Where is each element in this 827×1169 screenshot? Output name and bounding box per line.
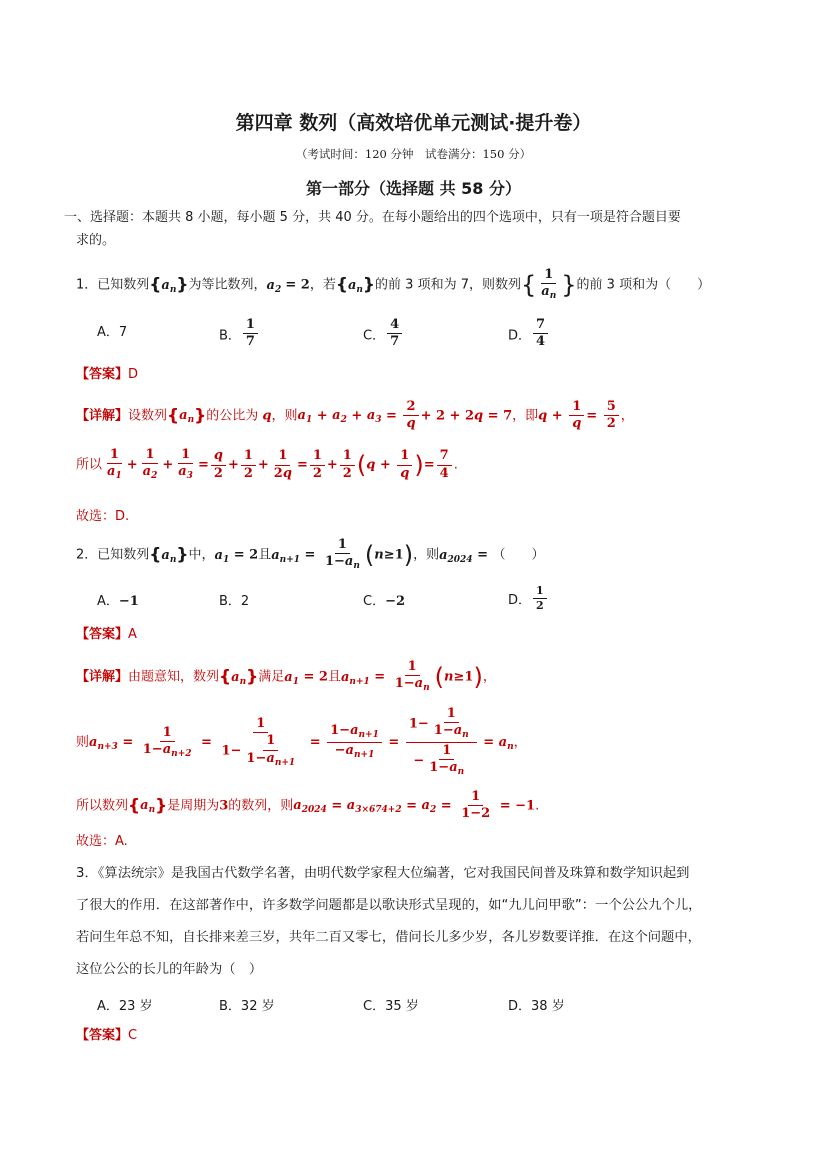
q1-answer: 【答案】D xyxy=(76,367,139,382)
q2-option-c[interactable]: C．−2 xyxy=(363,594,406,609)
q2-conclusion: 故选：A. xyxy=(76,834,128,849)
q3-option-d[interactable]: D．38 岁 xyxy=(508,999,565,1014)
page-title: 第四章 数列（高效培优单元测试·提升卷） xyxy=(235,112,592,134)
q2-option-d[interactable]: D． $\frac{1}{2}$ xyxy=(508,585,549,612)
q3-option-a[interactable]: A．23 岁 xyxy=(97,999,153,1014)
q2-option-b[interactable]: B．2 xyxy=(219,594,250,609)
q2-number: 2．已知数列 xyxy=(76,547,150,563)
q2-detail-line2: 则$a_{n+3}$ = $\frac{1}{1-a_{n+2}}$ = 1 1− $\frac{1}{1-a_{n+1}}$ = $\frac{1-a_{n+1}}{-a_{n+1}}$ = 1− $\frac{1}{1-a_n}$ − $\frac{1}{1-a_n}$ = $a_n$， xyxy=(76,706,527,778)
q1-option-b[interactable]: B． $\frac{1}{7}$ xyxy=(219,318,260,350)
q3-line1: 3．《算法统宗》是我国古代数学名著，由明代数学家程大位编著，它对我国民间普及珠算和数学知识起到 xyxy=(76,866,690,881)
q3-line4: 这位公公的长儿的年龄为（ ） xyxy=(76,962,263,977)
exam-info: （考试时间：120 分钟 试卷满分：150 分） xyxy=(295,147,532,161)
q3-line2: 了很大的作用．在这部著作中，许多数学问题都是以歌诀形式呈现的，如“九儿问甲歌”：一个公公九个儿， xyxy=(76,898,702,913)
q2-option-a[interactable]: A．−1 xyxy=(97,594,139,609)
q2-stem: 2．已知数列$\{a_n\}$中，$a_1 = 2$且$a_{n+1}$ = $\frac{1}{1-a_n}$ (n≥1)，则$a_{2024}$ = （ ） xyxy=(76,537,545,572)
q1-conclusion: 故选：D. xyxy=(76,509,130,524)
q1-detail-line1: 【详解】设数列$\{a_n\}$的公比为 q，则$a_1 + a_2 + a_3$ = $\frac{2}{q}$ + 2 + 2q = 7，即q + $\frac{1}{q}$ = $\frac{5}{2}$ ， xyxy=(76,399,634,432)
q1-stem: 1．已知数列$\{a_n\}$为等比数列，$a_2 = 2$，若$\{a_n\}$的前 3 项和为 7，则数列{ $\frac{1}{a_n}$ }的前 3 项和为（ ） xyxy=(76,267,711,302)
q2-answer: 【答案】A xyxy=(76,627,137,642)
q1-number: 1．已知数列 xyxy=(76,277,150,293)
q1-detail-line2: 所以 $\frac{1}{a_1}$ + $\frac{1}{a_2}$ + $\frac{1}{a_3}$ = $\frac{q}{2}$ + $\frac{1}{2}$ + $\frac{1}{2q}$ = $\frac{1}{2}$ + $\frac{1}{2}$ (q + $\frac{1}{q}$ )= $\frac{7}{4}$ . xyxy=(76,447,458,482)
section-intro-line2: 求的。 xyxy=(76,233,116,248)
q1-option-a[interactable]: A．7 xyxy=(97,325,128,340)
q3-line3: 若问生年总不知，自长排来差三岁，共年二百又零七，借问长儿多少岁，各儿岁数要详推．在这个问题中， xyxy=(76,930,701,945)
q3-option-b[interactable]: B．32 岁 xyxy=(219,999,275,1014)
q2-detail-line1: 【详解】由题意知，数列$\{a_n\}$满足$a_1 = 2$且$a_{n+1}$ = $\frac{1}{1-a_n}$ (n≥1)， xyxy=(76,659,496,694)
q3-option-c[interactable]: C．35 岁 xyxy=(363,999,419,1014)
q1-option-d[interactable]: D． $\frac{7}{4}$ xyxy=(508,318,550,350)
q2-detail-line3: 所以数列$\{a_n\}$是周期为3的数列，则$a_{2024} = a_{3\times 674+2} = a_2$ = $\frac{1}{1-2}$ = −1. xyxy=(76,789,540,822)
part-heading: 第一部分（选择题 共 58 分） xyxy=(306,179,521,198)
q3-answer: 【答案】C xyxy=(76,1028,138,1043)
section-intro-line1: 一、选择题：本题共 8 小题，每小题 5 分，共 40 分。在每小题给出的四个选项中，只有一项是符合题目要 xyxy=(64,210,681,225)
q1-option-c[interactable]: C． $\frac{4}{7}$ xyxy=(363,318,404,350)
